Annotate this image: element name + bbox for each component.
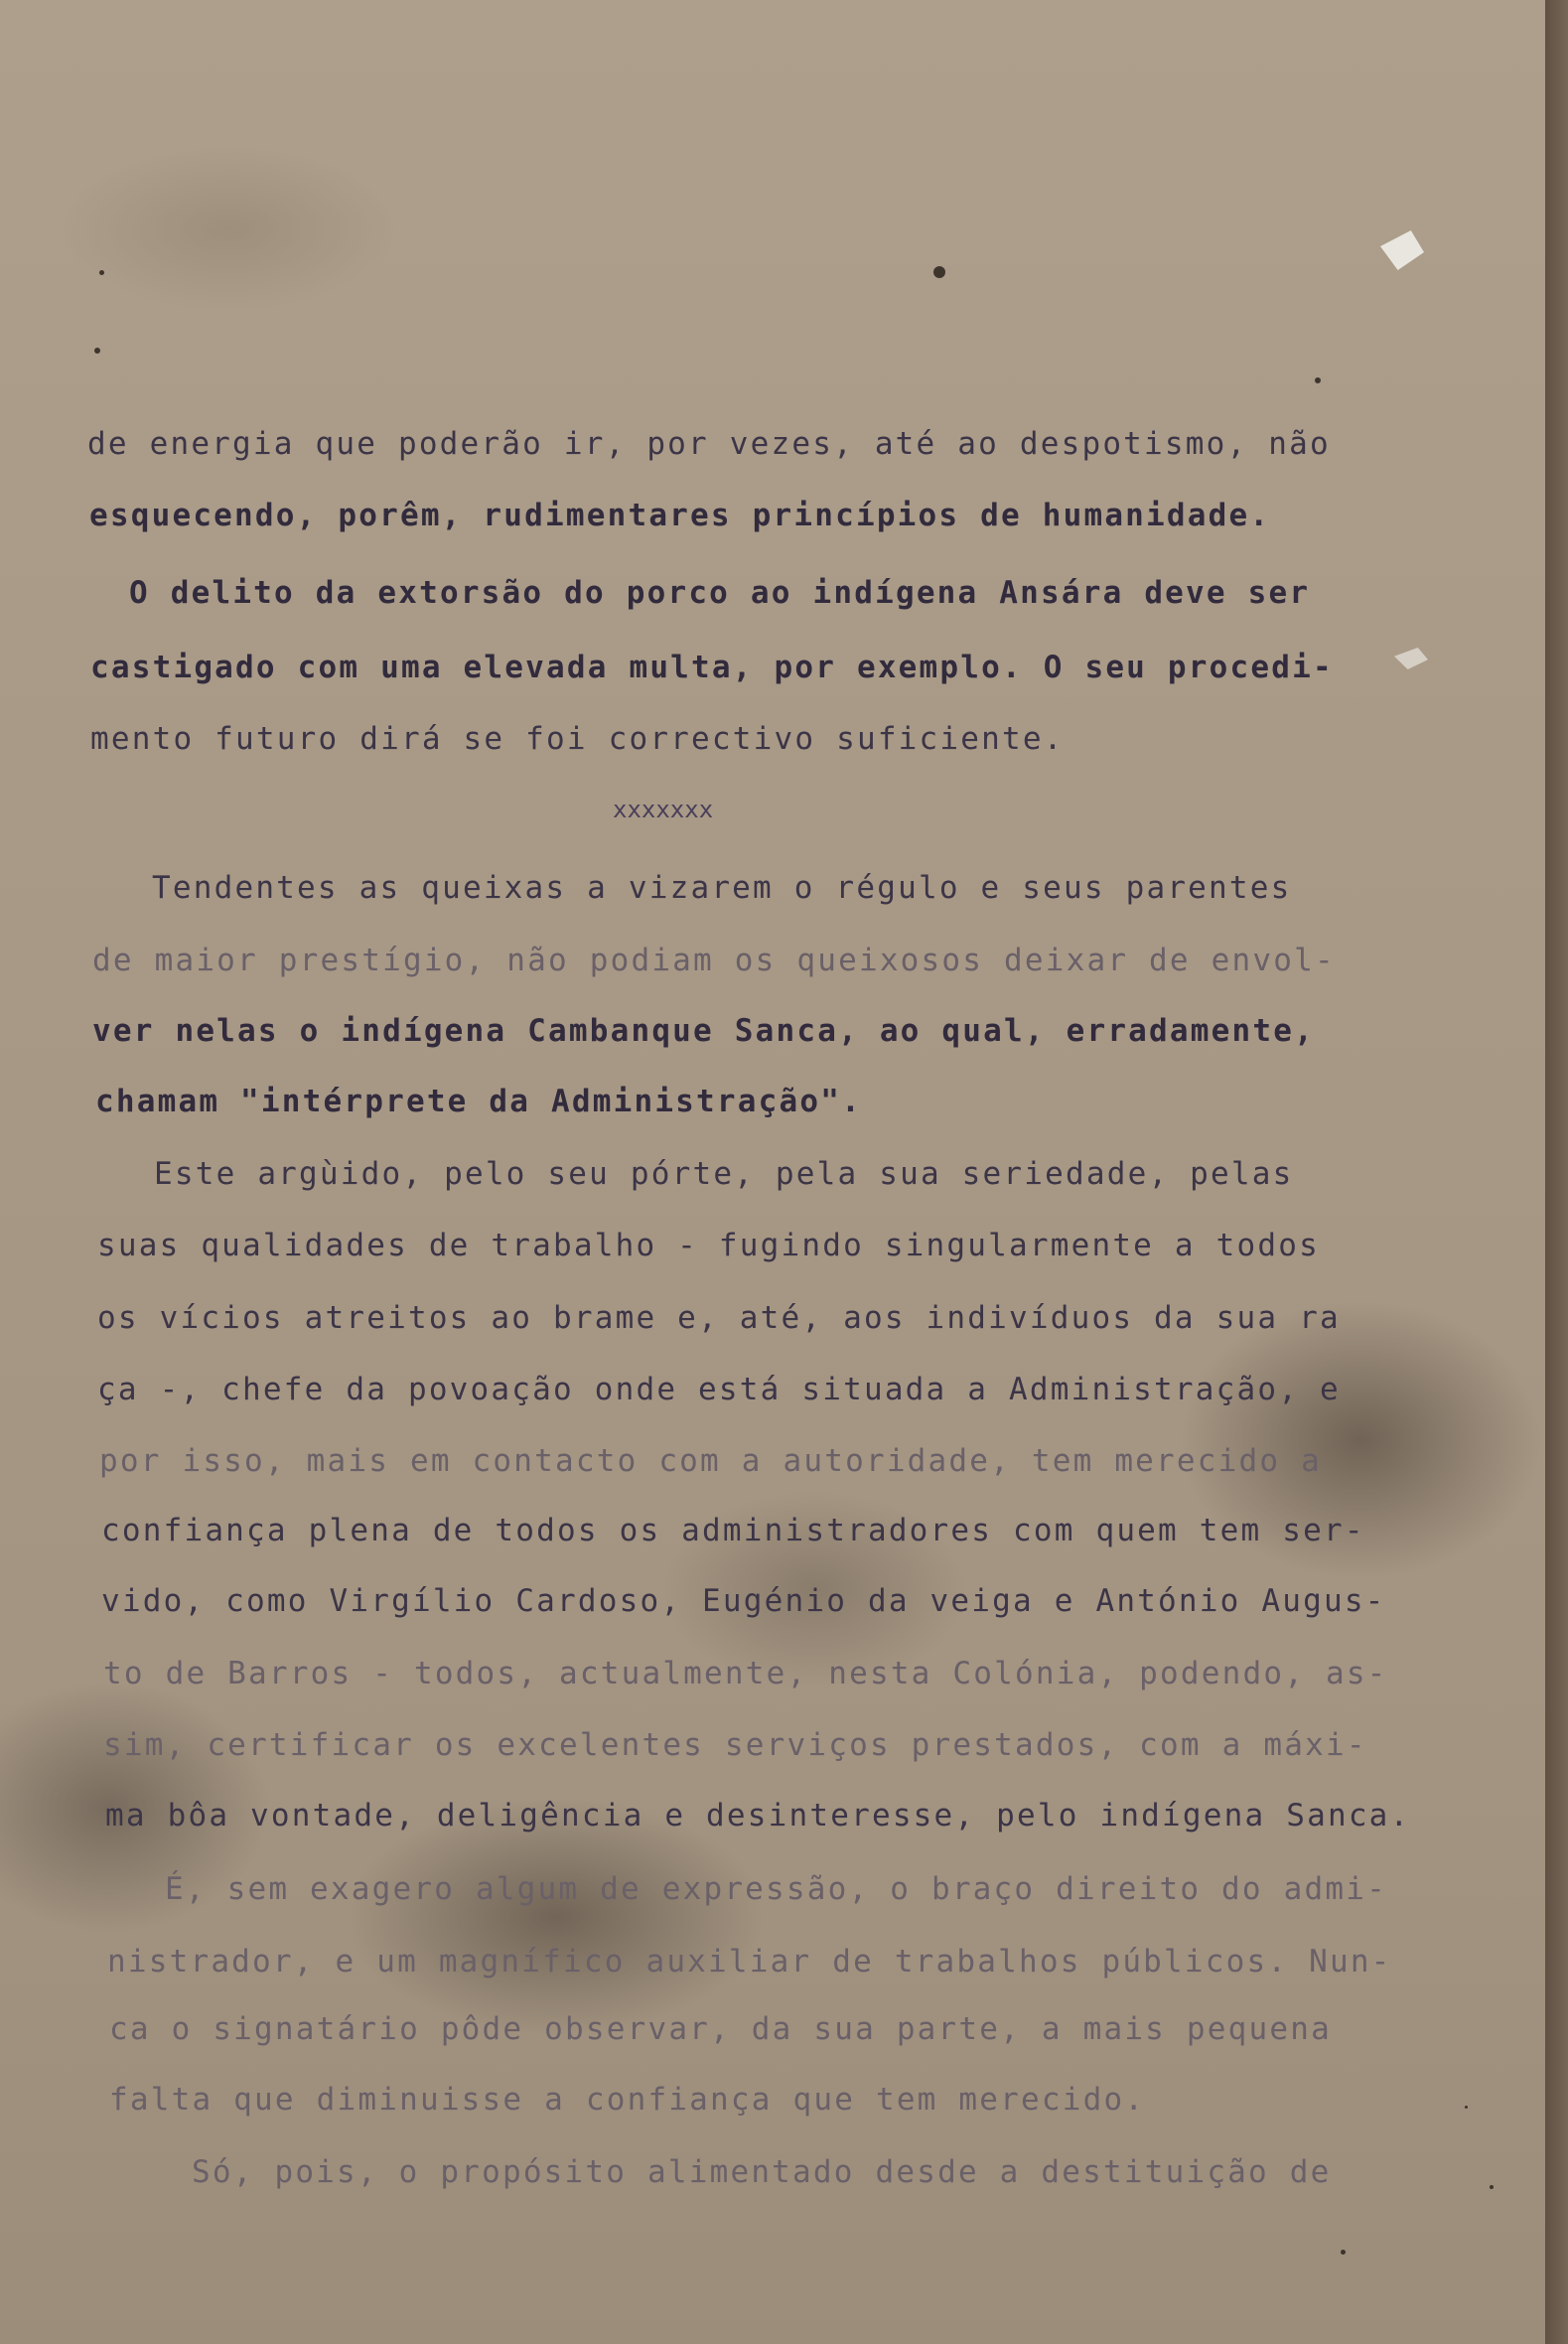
text-line-11: suas qualidades de trabalho - fugindo singularmente a todos — [97, 1228, 1320, 1263]
text-line-9: chamam "intérprete da Administração". — [95, 1084, 862, 1119]
text-line-14: por isso, mais em contacto com a autoridade, tem merecido a — [99, 1443, 1322, 1479]
text-line-20: É, sem exagero algum de expressão, o braço direito do admi- — [165, 1871, 1387, 1907]
text-line-24: Só, pois, o propósito alimentado desde a destituição de — [192, 2154, 1332, 2190]
text-line-23: falta que diminuisse a confiança que tem merecido. — [109, 2082, 1146, 2118]
text-line-19: ma bôa vontade, deligência e desinteresse, pelo indígena Sanca. — [105, 1798, 1411, 1833]
text-line-8: ver nelas o indígena Cambanque Sanca, ao qual, erradamente, — [92, 1013, 1315, 1049]
ink-speck — [99, 270, 104, 275]
page-edge — [1545, 0, 1568, 2344]
text-line-3: O delito da extorsão do porco ao indígena Ansára deve ser — [129, 575, 1311, 611]
text-line-16: vido, como Virgílio Cardoso, Eugénio da veiga e António Augus- — [101, 1583, 1386, 1619]
text-line-18: sim, certificar os excelentes serviços prestados, com a máxi- — [103, 1727, 1367, 1763]
paper-tear — [1394, 648, 1428, 669]
text-line-1: de energia que poderão ir, por vezes, até ao despotismo, não — [87, 426, 1331, 462]
text-line-5: mento futuro dirá se foi correctivo suficiente. — [90, 721, 1065, 757]
text-line-15: confiança plena de todos os administradores com quem tem ser- — [101, 1513, 1365, 1548]
section-divider: xxxxxxx — [613, 796, 714, 823]
text-line-10: Este argùido, pelo seu pórte, pela sua seriedade, pelas — [154, 1156, 1294, 1192]
text-line-17: to de Barros - todos, actualmente, nesta Colónia, podendo, as- — [103, 1656, 1388, 1691]
text-line-6: Tendentes as queixas a vizarem o régulo e seus parentes — [152, 870, 1292, 906]
ink-speck — [1490, 2185, 1494, 2189]
text-line-22: ca o signatário pôde observar, da sua parte, a mais pequena — [109, 2011, 1332, 2047]
text-line-7: de maior prestígio, não podiam os queixosos deixar de envol- — [92, 943, 1336, 978]
text-line-21: nistrador, e um magnífico auxiliar de trabalhos públicos. Nun- — [107, 1944, 1392, 1979]
ink-speck — [94, 348, 100, 354]
paper-tear — [1380, 230, 1424, 270]
ink-speck — [933, 266, 945, 278]
text-line-12: os vícios atreitos ao brame e, até, aos indivíduos da sua ra — [97, 1300, 1341, 1336]
text-line-4: castigado com uma elevada multa, por exemplo. O seu procedi- — [90, 650, 1334, 685]
ink-speck — [1341, 2250, 1346, 2255]
ink-speck — [1465, 2106, 1468, 2109]
text-line-2: esquecendo, porêm, rudimentares princípios de humanidade. — [89, 498, 1271, 533]
ink-speck — [1315, 377, 1321, 383]
text-line-13: ça -, chefe da povoação onde está situada a Administração, e — [97, 1372, 1341, 1407]
